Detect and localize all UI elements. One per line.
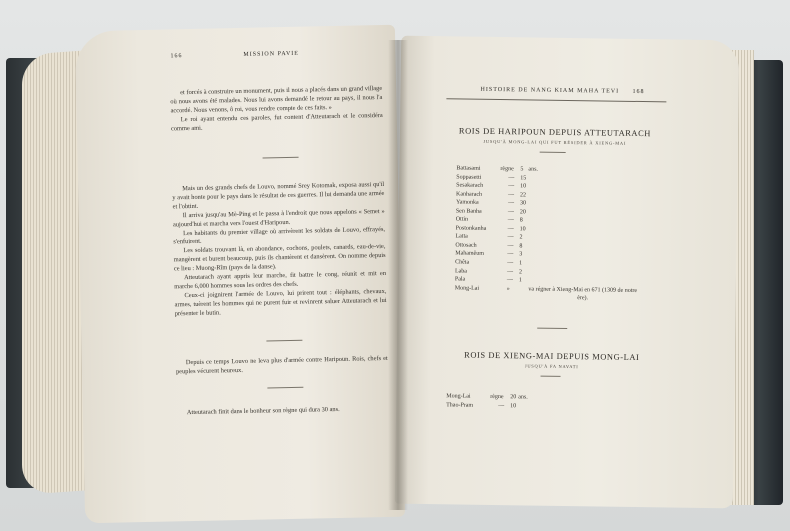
king-dash: — (507, 251, 514, 258)
left-block-3 (176, 355, 388, 377)
separator-rule (537, 328, 567, 329)
left-block-1 (170, 85, 383, 134)
king-years: 15 (520, 174, 527, 181)
section-title-haripoun: ROIS DE HARIPOUN DEPUIS ATTEUTARACH (458, 126, 652, 139)
king-unit: ans. (528, 166, 538, 173)
left-page (75, 25, 405, 524)
header-rule (446, 98, 666, 102)
king-years: 10 (519, 226, 526, 233)
king-name: Sesakarach (456, 182, 484, 189)
section-subtitle-xieng-mai: JUSQU'À FA NAVATI (524, 363, 579, 370)
king-years: 10 (520, 183, 527, 190)
king-dash: — (506, 268, 514, 275)
king-years: 20 (510, 394, 517, 401)
separator-rule (263, 157, 299, 159)
king-years: 2 (518, 268, 523, 275)
king-name: Kanharach (456, 191, 483, 198)
section-subtitle-haripoun: JUSQU'À MONG-LAI QUI FUT RÉSIDER À XIENG-MAI (483, 138, 627, 146)
section-title-xieng-mai: ROIS DE XIENG-MAI DEPUIS MONG-LAI (464, 350, 640, 363)
king-name: Laba (454, 267, 468, 275)
king-dash: — (508, 183, 515, 190)
right-page-number: 168 (632, 88, 645, 96)
king-dash: — (507, 225, 514, 233)
king-note: va régner à Xieng-Mai en 671 (1309 de notre ère). (528, 286, 638, 302)
king-dash: — (507, 260, 514, 267)
king-years: 5 (520, 166, 524, 173)
king-reign-label: règne (490, 393, 504, 401)
king-name: Mong-Lai (446, 393, 471, 400)
separator-rule (266, 340, 302, 342)
paragraph: Ceux-ci joignirent l'armée de Louvo, lui prirent tout : éléphants, chevaux, armes, tuèrent les hommes qui ne purent fuir et revinrent saluer Atteutarach et lui présenter le butin. (174, 287, 387, 318)
king-name: Latta (455, 233, 468, 240)
king-years: 1 (518, 277, 522, 284)
separator-rule (540, 152, 566, 153)
separator-rule (267, 387, 303, 389)
separator-rule (541, 376, 561, 377)
king-years: 22 (520, 191, 527, 199)
king-years: 30 (519, 200, 526, 207)
left-block-4 (177, 405, 389, 418)
king-dash: — (507, 217, 514, 224)
kings-list-xieng-mai (446, 392, 646, 412)
kings-list-haripoun (455, 164, 697, 304)
king-name: Thao-Pram (446, 401, 474, 409)
king-years: 1 (519, 260, 523, 267)
king-reign-label: règne (500, 166, 514, 173)
king-dash: — (507, 243, 514, 250)
king-years: 3 (519, 251, 523, 258)
right-page (395, 36, 740, 509)
king-dash: — (507, 208, 514, 215)
king-name: Ottin (455, 216, 469, 223)
king-name: Postonkanha (455, 225, 487, 232)
paragraph: et forcés à construire un monument, puis il nous a placés dans un grand village où nous avons été malades. Nous lui avons demandé le retour au pays, il nous l'a accordé. Nous venons, ô roi, vous rendre compte de ces faits. » (170, 84, 383, 115)
king-name: Soppasetti (456, 173, 482, 181)
king-name: Pala (454, 276, 466, 283)
king-row (455, 284, 695, 304)
king-dash: — (508, 191, 515, 198)
king-name: Mong-Lai (454, 285, 480, 292)
king-dash: — (507, 200, 514, 207)
king-years: 2 (519, 234, 523, 241)
king-name: Battasami (456, 165, 481, 172)
king-name: Mahamêum (455, 250, 484, 258)
king-years: 8 (519, 243, 523, 250)
paragraph: Depuis ce temps Louvo ne leva plus d'armée contre Haripoun. Rois, chefs et peuples vécurent heureux. (175, 354, 388, 376)
king-years: 20 (519, 209, 526, 216)
left-page-number: 166 (170, 53, 183, 60)
king-name: Sen Banha (455, 208, 482, 215)
king-name: Yamonka (455, 199, 479, 206)
paragraph: Atteutarach ayant appris leur marche, fit battre le cong, réunit et mit en marche 6,000 hommes sous les ordres des chefs. (174, 270, 387, 291)
book-gutter-shadow (388, 40, 408, 510)
paragraph: Le roi ayant entendu ces paroles, fut content d'Atteutarach et le considéra comme ami. (170, 111, 383, 133)
king-years: 8 (519, 217, 523, 224)
right-running-head: HISTOIRE DE NANG KIAM MAHA TEVI (480, 86, 620, 95)
king-years: 10 (510, 402, 517, 409)
king-unit: ans. (518, 394, 528, 401)
paragraph: Il arriva jusqu'au Mè-Ping et le passa à l'endroit que nous appelons « Semet » aujourd'hui et marcha vers l'ouest d'Haripoun. (172, 207, 385, 229)
paragraph: Mais un des grands chefs de Louvo, nommé Srey Kotomak, exposa aussi qu'il y avait honte pour le pays dans le résultat de ces guerres. Il lui demanda une armée et l'obtint. (172, 180, 385, 211)
paragraph: Atteutarach finit dans le bonheur son règne qui dura 30 ans. (186, 405, 340, 417)
king-row (446, 401, 646, 412)
king-dash: — (506, 277, 513, 284)
king-dash: » (506, 285, 510, 292)
paragraph: Les soldats trouvant là, en abondance, cochons, poulets, canards, eau-de-vie, mangèrent et burent beaucoup, puis ils chantèrent et dansèrent. On nomme depuis ce lieu : Muong-Rîm (pays de la danse). (173, 243, 386, 273)
paragraph: Les habitants du premier village où arrivèrent les soldats de Louvo, effrayés, s'enfuirent. (173, 225, 386, 246)
king-name: Chêta (455, 259, 470, 266)
left-running-head: MISSION PAVIE (243, 50, 299, 58)
left-block-2 (172, 181, 387, 319)
king-dash: — (508, 174, 515, 181)
king-dash: — (498, 402, 505, 409)
king-name: Ottosach (455, 242, 477, 249)
king-dash: — (507, 234, 514, 241)
